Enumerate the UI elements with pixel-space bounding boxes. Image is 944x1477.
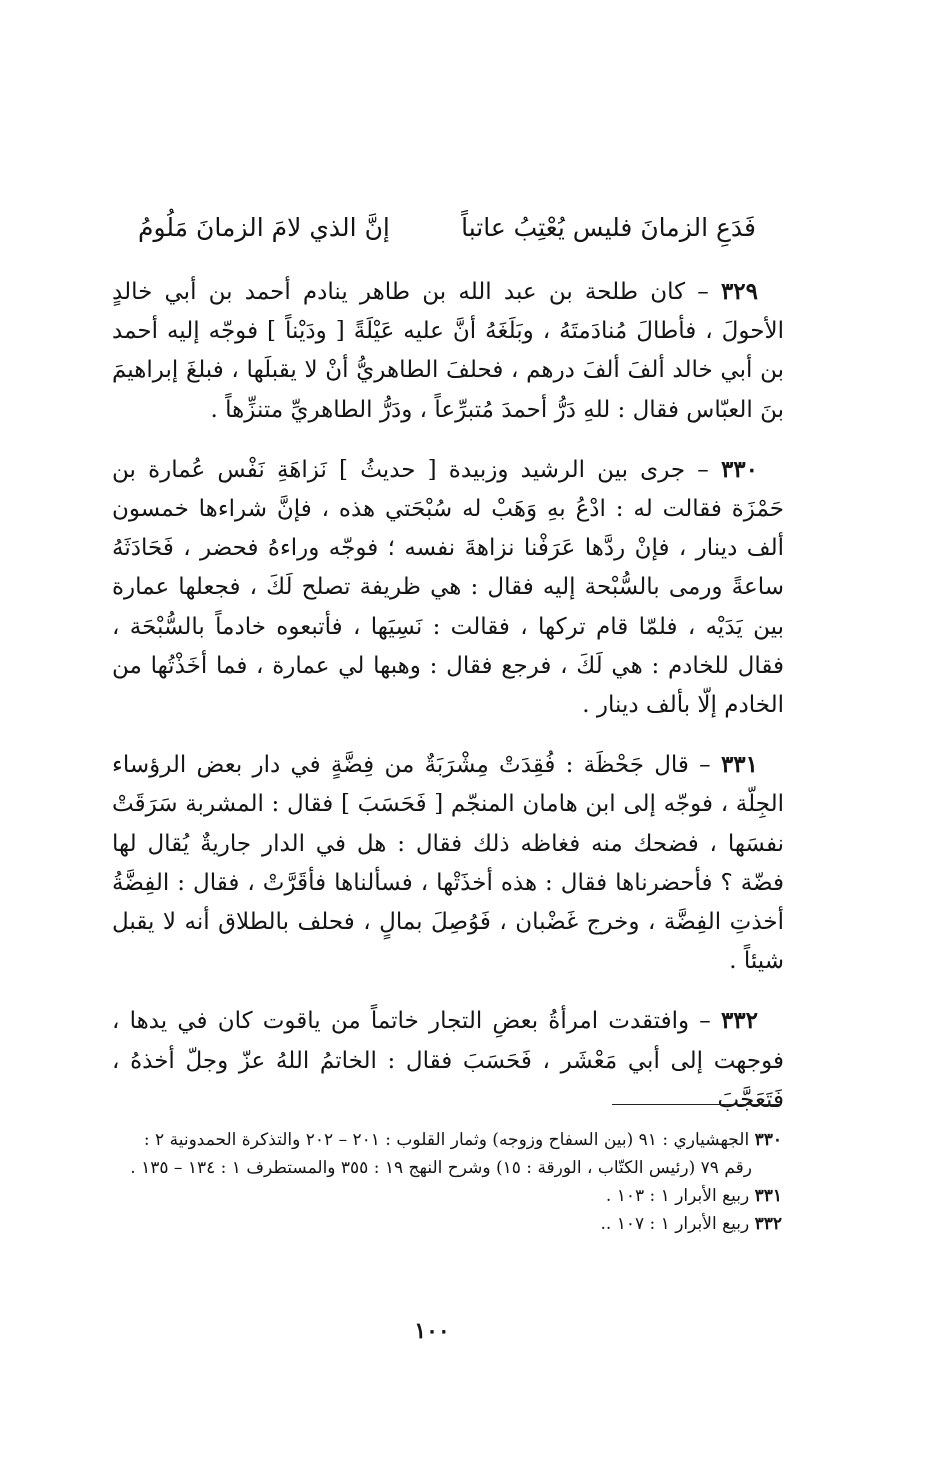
paragraph-332 (112, 1001, 784, 1120)
footnote-number: ٣٣٢ (754, 1214, 782, 1234)
footnotes (122, 1126, 782, 1238)
verse-second-hemistich: إنَّ الذي لامَ الزمانَ مَلُومُ (138, 213, 390, 242)
footnote-330 (122, 1126, 782, 1182)
paragraph-331 (112, 745, 784, 981)
main-text (112, 272, 784, 1140)
paragraph-329 (112, 272, 784, 430)
paragraph-text: – كان طلحة بن عبد الله بن طاهر ينادم أحمد بن أبي خالدٍ الأحولَ ، فأطالَ مُنادَمتَهُ ، وبَلَغَهُ أنَّ عليه عَيْلَةً [ ودَيْناً ] فوجّه إليه أحمد بن أبي خالد ألفَ ألفَ درهم ، فحلفَ الطاهريُّ أنْ لا يقبلَها ، فبلغَ إبراهيمَ بنَ العبّاس فقال : للهِ دَرُّ أحمدَ مُتبرِّعاً ، ودَرُّ الطاهريِّ متنزِّهاً . (112, 279, 784, 423)
poetry-verse (138, 208, 756, 248)
page-number: ١٠٠ (414, 1318, 450, 1344)
paragraph-number: ٣٣٢ (720, 1007, 759, 1035)
paragraph-number: ٣٣١ (720, 751, 758, 779)
footnote-text: الجهشياري : ٩١ (بين السفاح وزوجه) وثمار القلوب : ٢٠١ – ٢٠٢ والتذكرة الحمدونية ٢ : رقم ٧٩ (رئيس الكتّاب ، الورقة : ١٥) وشرح النهج ١٩ : ٣٥٥ والمستطرف ١ : ١٣٤ – ١٣٥ . (130, 1130, 752, 1178)
footnote-332 (122, 1210, 782, 1238)
paragraph-330 (112, 450, 784, 725)
footnote-separator (612, 1104, 780, 1105)
footnote-number: ٣٣١ (754, 1186, 782, 1206)
footnote-331 (122, 1182, 782, 1210)
footnote-number: ٣٣٠ (754, 1130, 782, 1150)
paragraph-text: – جرى بين الرشيد وزبيدة [ حديثُ ] نَزاهَةِ نَفْس عُمارة بن حَمْزَة فقالت له : ادْعُ بهِ وَهَبْ له سُبْحَتي هذه ، فإنَّ شراءها خمسون ألف دينار ، فإنْ ردَّها عَرَفْنا نزاهةَ نفسه ؛ فوجّه وراءهُ فحضر ، فَحَادَثَهُ ساعةً ورمى بالسُّبْحة إليه فقال : هي ظريفة تصلح لَكَ ، فجعلها عمارة بين يَدَيْه ، فلمّا قام تركها ، فقالت : نَسِيَها ، فأتبعوه خادماً بالسُّبْحَة ، فقال للخادم : هي لَكَ ، فرجع فقال : وهبها لي عمارة ، فما أخَذْتُها من الخادم إلّا بألف دينار . (112, 456, 785, 719)
paragraph-text: – قال جَحْظَة : فُقِدَتْ مِشْرَبَةٌ من فِضَّةٍ في دار بعض الرؤساء الجِلّة ، فوجّه إلى ابن هامان المنجّم [ فَحَسَبَ ] فقال : المشربة سَرَقَتْ نفسَها ، فضحك منه فغاظه ذلك فقال : هل في الدار جاريةٌ يُقال لها فضّة ؟ فأحضرناها فقال : هذه أخذَتْها ، فسألناها فأقَرَّتْ ، فقال : الفِضَّةُ أخذتِ الفِضَّة ، وخرج غَضْبان ، فَوُصِلَ بمالٍ ، فحلف بالطلاق أنه لا يقبل شيئاً . (112, 752, 784, 975)
paragraph-number: ٣٢٩ (720, 278, 759, 305)
footnote-text: ربيع الأبرار ١ : ١٠٣ . (605, 1186, 750, 1206)
paragraph-text: – وافتقدت امرأةُ بعضِ التجار خاتماً من ياقوت كان في يدها ، فوجهت إلى أبي مَعْشَر ، فَحَسَبَ فقال : الخاتمُ اللهُ عزّ وجلّ أخذهُ ، فَتَعَجَّبَ (112, 1008, 784, 1113)
verse-first-hemistich: فَدَعِ الزمانَ فليس يُعْتِبُ عاتباً (461, 213, 756, 242)
paragraph-number: ٣٣٠ (720, 455, 758, 483)
footnote-text: ربيع الأبرار ١ : ١٠٧ .. (600, 1214, 750, 1234)
